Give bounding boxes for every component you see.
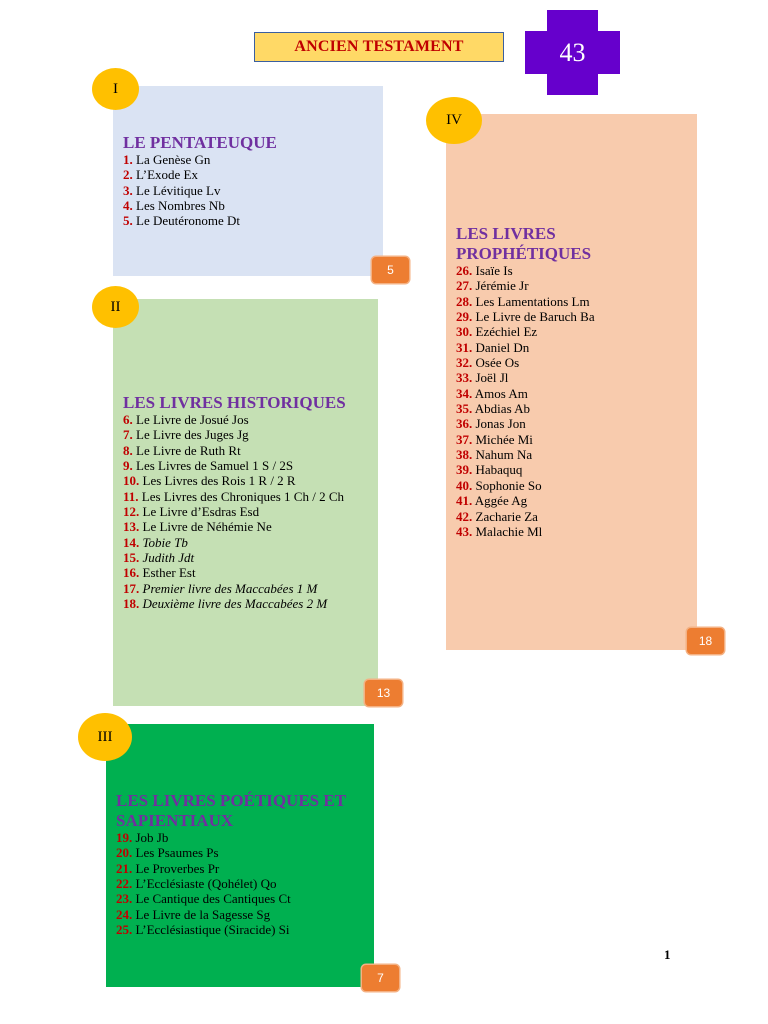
book-item <box>123 473 344 488</box>
book-name: Joël Jl <box>475 370 509 386</box>
section-title: LES LIVRES PROPHÉTIQUES <box>456 224 592 263</box>
book-number: 36. <box>456 416 473 432</box>
book-name: Deuxième livre des Maccabées 2 M <box>142 596 328 612</box>
book-name: Les Nombres Nb <box>136 198 225 214</box>
book-number: 17. <box>123 580 140 596</box>
book-name: Le Livre de Josué Jos <box>136 412 249 427</box>
book-count-badge <box>365 680 402 706</box>
book-name: L’Exode Ex <box>136 167 198 183</box>
book-name: Le Livre d’Esdras Esd <box>142 504 260 520</box>
book-name: Michée Mi <box>475 431 533 447</box>
book-number: 23. <box>116 891 133 907</box>
book-name: Les Livres de Samuel 1 S / 2S <box>136 458 294 474</box>
book-number: 1. <box>123 152 133 167</box>
total-books-cross <box>525 10 620 95</box>
section-numeral-badge <box>92 68 139 110</box>
book-number: 33. <box>456 370 473 386</box>
book-name: Aggée Ag <box>474 493 528 509</box>
book-number: 20. <box>116 845 133 861</box>
book-name: Daniel Dn <box>475 339 530 355</box>
book-name: Le Deutéronome Dt <box>136 213 240 229</box>
book-name: Les Livres des Chroniques 1 Ch / 2 Ch <box>141 488 345 504</box>
book-name: Le Livre de Baruch Ba <box>475 309 595 325</box>
book-number: 2. <box>123 167 133 183</box>
book-item <box>456 447 595 462</box>
book-list <box>456 263 595 539</box>
book-count-badge <box>687 628 724 654</box>
book-name: Habaquq <box>475 462 523 478</box>
book-item <box>123 550 344 565</box>
book-number: 37. <box>456 431 473 447</box>
section-numeral: II <box>110 298 121 315</box>
book-item <box>456 493 595 508</box>
book-list <box>123 412 344 611</box>
book-item <box>123 504 344 519</box>
book-name: Sophonie So <box>475 477 542 493</box>
book-item <box>116 861 291 876</box>
book-item <box>456 416 595 431</box>
page-number: 1 <box>664 947 671 962</box>
section-numeral-badge <box>92 286 139 328</box>
book-name: Le Cantique des Cantiques Ct <box>135 891 291 907</box>
book-number: 40. <box>456 477 473 493</box>
book-number: 22. <box>116 876 133 892</box>
book-item <box>123 458 344 473</box>
book-number: 3. <box>123 182 133 198</box>
book-count: 18 <box>698 634 713 648</box>
book-item <box>123 489 344 504</box>
book-item <box>456 263 595 278</box>
page-title: ANCIEN TESTAMENT <box>294 38 464 55</box>
book-number: 30. <box>456 324 473 340</box>
book-item <box>123 581 344 596</box>
book-name: L’Ecclésiaste (Qohélet) Qo <box>135 876 277 892</box>
section-numeral: I <box>113 80 118 97</box>
book-item <box>123 167 240 182</box>
book-count: 7 <box>377 971 384 985</box>
book-item <box>116 876 291 891</box>
book-name: Le Proverbes Pr <box>135 860 220 876</box>
page-title-banner <box>254 32 504 62</box>
book-item <box>123 412 344 427</box>
total-books-count: 43 <box>559 37 586 67</box>
book-item <box>456 355 595 370</box>
book-number: 14. <box>123 534 140 550</box>
book-name: Tobie Tb <box>142 534 188 550</box>
book-number: 25. <box>116 922 133 938</box>
book-item <box>456 278 595 293</box>
book-number: 26. <box>456 263 473 278</box>
book-item <box>456 432 595 447</box>
book-item <box>123 565 344 580</box>
book-number: 34. <box>456 385 473 401</box>
book-item <box>456 370 595 385</box>
book-number: 4. <box>123 198 133 214</box>
book-number: 6. <box>123 412 133 427</box>
book-name: Les Psaumes Ps <box>135 845 219 861</box>
book-number: 28. <box>456 293 473 309</box>
book-number: 31. <box>456 339 473 355</box>
book-number: 32. <box>456 355 473 371</box>
book-item <box>123 198 240 213</box>
book-item <box>123 213 240 228</box>
book-name: Les Lamentations Lm <box>475 293 590 309</box>
book-name: Malachie Ml <box>475 523 543 539</box>
book-item <box>456 478 595 493</box>
book-number: 5. <box>123 213 133 229</box>
book-item <box>116 891 291 906</box>
book-number: 15. <box>123 550 140 566</box>
section-title: LE PENTATEUQUE <box>123 133 277 152</box>
book-name: Le Livre des Juges Jg <box>136 427 249 443</box>
book-name: Le Livre de Ruth Rt <box>136 442 241 458</box>
section-numeral-badge <box>426 97 482 144</box>
book-item <box>116 922 291 937</box>
section-numeral: IV <box>446 112 462 128</box>
book-number: 16. <box>123 565 140 581</box>
book-name: Osée Os <box>475 355 520 371</box>
book-number: 24. <box>116 906 133 922</box>
book-name: La Genèse Gn <box>136 152 211 167</box>
book-name: Abdias Ab <box>474 401 531 417</box>
book-name: Le Livre de Néhémie Ne <box>142 519 272 535</box>
book-item <box>116 845 291 860</box>
book-list <box>116 830 291 937</box>
book-item <box>123 152 240 167</box>
book-number: 11. <box>123 488 139 504</box>
book-name: Jérémie Jr <box>475 278 529 294</box>
book-count: 13 <box>376 686 391 700</box>
book-item <box>456 462 595 477</box>
book-number: 18. <box>123 596 140 612</box>
book-name: Premier livre des Maccabées 1 M <box>142 580 318 596</box>
book-item <box>116 907 291 922</box>
book-name: Isaïe Is <box>475 263 513 278</box>
book-name: Zacharie Za <box>475 508 538 524</box>
book-number: 13. <box>123 519 140 535</box>
book-item <box>456 309 595 324</box>
book-item <box>116 830 291 845</box>
book-number: 10. <box>123 473 140 489</box>
book-item <box>123 535 344 550</box>
book-name: Amos Am <box>474 385 528 401</box>
book-item <box>456 324 595 339</box>
book-name: Esther Est <box>142 565 196 581</box>
book-name: Job Jb <box>135 830 169 845</box>
book-name: L’Ecclésiastique (Siracide) Si <box>135 922 290 938</box>
book-number: 19. <box>116 830 133 845</box>
book-number: 12. <box>123 504 140 520</box>
book-item <box>123 519 344 534</box>
book-number: 27. <box>456 278 473 294</box>
book-name: Les Livres des Rois 1 R / 2 R <box>142 473 296 489</box>
book-item <box>456 386 595 401</box>
book-number: 43. <box>456 523 473 539</box>
book-count-badge <box>372 257 409 283</box>
book-name: Ezéchiel Ez <box>475 324 538 340</box>
book-number: 39. <box>456 462 473 478</box>
book-name: Le Lévitique Lv <box>136 182 221 198</box>
book-number: 29. <box>456 309 473 325</box>
section-title: LES LIVRES HISTORIQUES <box>123 393 346 412</box>
book-name: Le Livre de la Sagesse Sg <box>135 906 271 922</box>
book-item <box>123 183 240 198</box>
book-number: 7. <box>123 427 133 443</box>
book-number: 21. <box>116 860 133 876</box>
section-numeral-badge <box>78 713 132 761</box>
book-item <box>123 596 344 611</box>
book-number: 42. <box>456 508 473 524</box>
book-item <box>456 401 595 416</box>
book-item <box>123 427 344 442</box>
book-number: 41. <box>456 493 473 509</box>
section-title: LES LIVRES POÉTIQUES ET SAPIENTIAUX <box>116 791 346 830</box>
book-number: 8. <box>123 442 133 458</box>
book-item <box>456 524 595 539</box>
book-count-badge <box>362 965 399 991</box>
book-list <box>123 152 240 229</box>
book-name: Judith Jdt <box>142 550 195 566</box>
book-name: Jonas Jon <box>475 416 526 432</box>
book-name: Nahum Na <box>475 447 533 463</box>
book-number: 38. <box>456 447 473 463</box>
book-number: 9. <box>123 458 133 474</box>
book-item <box>123 443 344 458</box>
book-item <box>456 509 595 524</box>
book-count: 5 <box>387 263 394 277</box>
book-item <box>456 340 595 355</box>
book-number: 35. <box>456 401 473 417</box>
book-item <box>456 294 595 309</box>
section-numeral: III <box>97 728 113 745</box>
